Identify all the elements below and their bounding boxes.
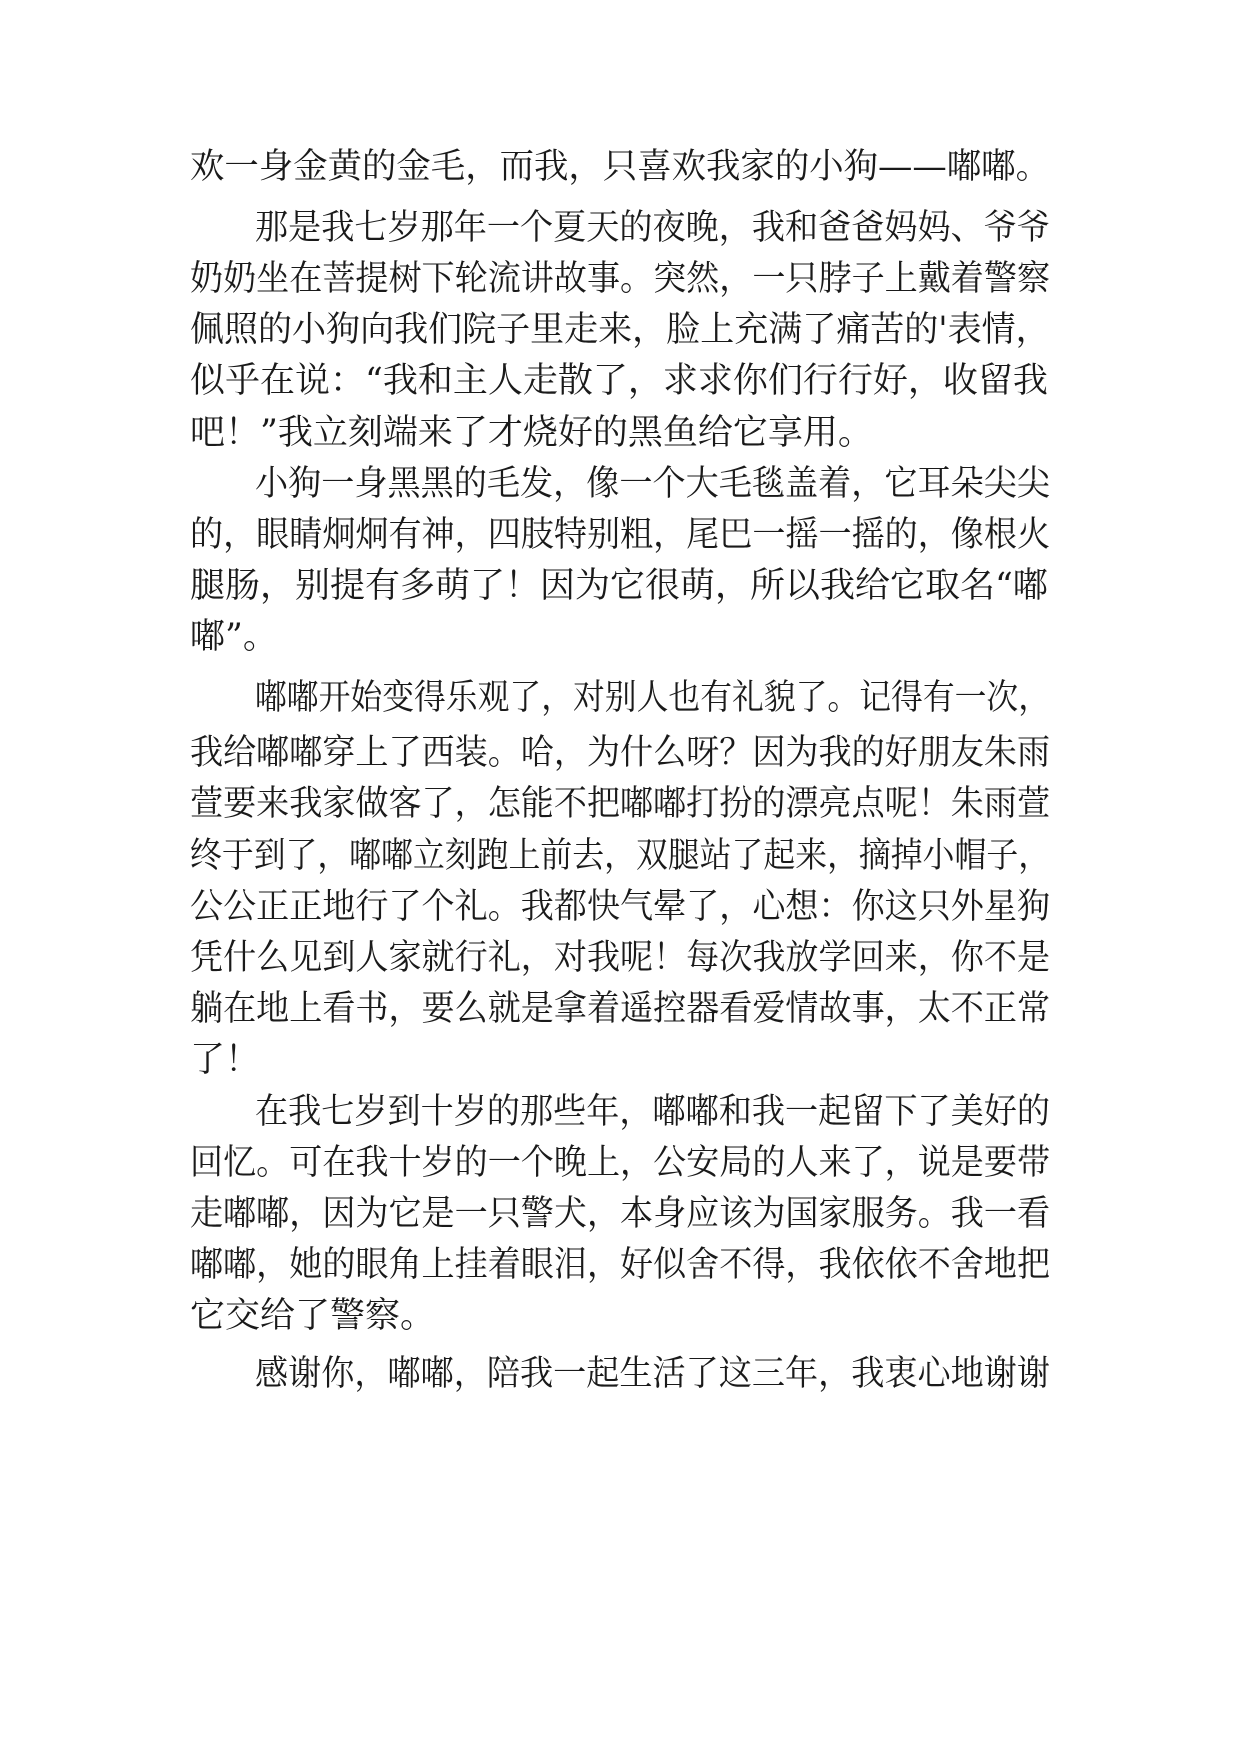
text-line: 我给嘟嘟穿上了西装。哈，为什么呀？因为我的好朋友朱雨 [190, 733, 1051, 773]
text-line: 的，眼睛炯炯有神，四肢特别粗，尾巴一摇一摇的，像根火 [190, 515, 1051, 555]
text-line: 萱要来我家做客了，怎能不把嘟嘟打扮的漂亮点呢！朱雨萱 [190, 784, 1051, 824]
text-line: 它交给了警察。 [190, 1296, 436, 1336]
text-line: 嘟嘟，她的眼角上挂着眼泪，好似舍不得，我依依不舍地把 [190, 1245, 1051, 1285]
text-line: 似乎在说：“我和主人走散了，求求你们行行好，收留我 [190, 361, 1048, 401]
text-line: 了！ [190, 1040, 261, 1080]
text-line: 佩照的小狗向我们院子里走来，脸上充满了痛苦的'表情， [190, 310, 1050, 350]
text-line: 嘟”。 [190, 617, 278, 657]
text-line: 在我七岁到十岁的那些年，嘟嘟和我一起留下了美好的 [255, 1092, 1050, 1132]
text-line: 走嘟嘟，因为它是一只警犬，本身应该为国家服务。我一看 [190, 1194, 1051, 1234]
text-line: 欢一身金黄的金毛，而我，只喜欢我家的小狗——嘟嘟。 [190, 147, 1051, 187]
text-line: 吧！”我立刻端来了才烧好的黑鱼给它享用。 [190, 413, 873, 453]
text-line: 小狗一身黑黑的毛发，像一个大毛毯盖着，它耳朵尖尖 [255, 464, 1050, 504]
text-line: 感谢你，嘟嘟，陪我一起生活了这三年，我衷心地谢谢 [255, 1354, 1050, 1394]
text-line: 那是我七岁那年一个夏天的夜晚，我和爸爸妈妈、爷爷 [255, 208, 1050, 248]
text-line: 腿肠，别提有多萌了！因为它很萌，所以我给它取名“嘟 [190, 566, 1048, 606]
text-line: 奶奶坐在菩提树下轮流讲故事。突然，一只脖子上戴着警察 [190, 259, 1051, 299]
text-line: 凭什么见到人家就行礼，对我呢！每次我放学回来，你不是 [190, 938, 1051, 978]
text-line: 嘟嘟开始变得乐观了，对别人也有礼貌了。记得有一次， [255, 678, 1051, 718]
text-line: 躺在地上看书，要么就是拿着遥控器看爱情故事，太不正常 [190, 989, 1051, 1029]
text-line: 终于到了，嘟嘟立刻跑上前去，双腿站了起来，摘掉小帽子， [190, 836, 1051, 876]
text-line: 回忆。可在我十岁的一个晚上，公安局的人来了，说是要带 [190, 1143, 1051, 1183]
text-line: 公公正正地行了个礼。我都快气晕了，心想：你这只外星狗 [190, 887, 1051, 927]
